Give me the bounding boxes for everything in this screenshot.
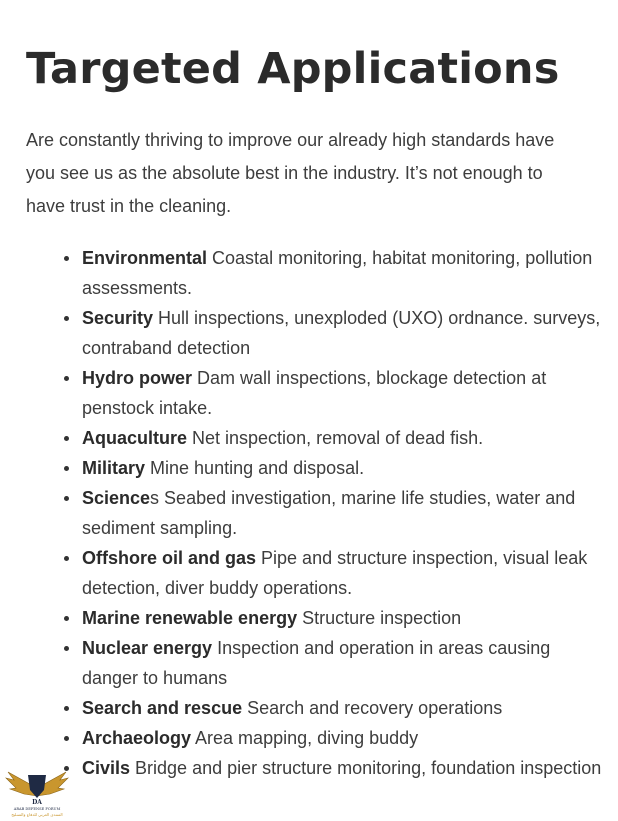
application-name: Offshore oil and gas xyxy=(82,548,257,568)
list-item xyxy=(82,483,602,543)
list-item xyxy=(82,363,602,423)
application-name: Search and rescue xyxy=(82,698,243,718)
article-content xyxy=(26,40,606,783)
bullet-icon xyxy=(64,646,69,651)
list-item xyxy=(82,453,602,483)
bullet-icon xyxy=(64,616,69,621)
application-description: Bridge and pier structure monitoring, foundation inspection xyxy=(130,758,602,778)
bullet-icon xyxy=(64,376,69,381)
list-item xyxy=(82,603,602,633)
application-description: Area mapping, diving buddy xyxy=(191,728,419,748)
application-description: Search and recovery operations xyxy=(242,698,503,718)
application-name: Civils xyxy=(82,758,131,778)
logo-name: ARAB DEFENSE FORUM xyxy=(13,807,61,811)
list-item xyxy=(82,723,602,753)
application-description: Pipe and structure inspection, visual leak detection, diver buddy operations. xyxy=(82,548,588,598)
application-name: Archaeology xyxy=(82,728,192,748)
list-item xyxy=(82,693,602,723)
application-description: Hull inspections, unexploded (UXO) ordnance. surveys, contraband detection xyxy=(82,308,601,358)
bullet-icon xyxy=(64,466,69,471)
logo-initials: DA xyxy=(32,799,42,806)
application-name: Hydro power xyxy=(82,368,193,388)
application-description: Mine hunting and disposal. xyxy=(145,458,365,478)
bullet-icon xyxy=(64,316,69,321)
list-item xyxy=(82,543,602,603)
bullet-icon xyxy=(64,436,69,441)
application-name: Environmental xyxy=(82,248,208,268)
application-description: s Seabed investigation, marine life studies, water and sediment sampling. xyxy=(82,488,576,538)
arab-defense-forum-logo xyxy=(4,766,70,821)
application-name: Security xyxy=(82,308,154,328)
intro-paragraph: Are constantly thriving to improve our already high standards have you see us as the absolute best in the industry. It’s not enough to have trust in the cleaning. xyxy=(26,130,555,216)
application-description: Dam wall inspections, blockage detection at penstock intake. xyxy=(82,368,547,418)
bullet-icon xyxy=(64,706,69,711)
bullet-icon xyxy=(64,556,69,561)
list-item xyxy=(82,753,602,783)
application-name: Science xyxy=(82,488,151,508)
application-description: Inspection and operation in areas causing danger to humans xyxy=(82,638,551,688)
list-item xyxy=(82,423,602,453)
application-name: Military xyxy=(82,458,146,478)
application-name: Aquaculture xyxy=(82,428,188,448)
bullet-icon xyxy=(64,256,69,261)
list-item xyxy=(82,243,602,303)
application-description: Coastal monitoring, habitat monitoring, pollution assessments. xyxy=(82,248,593,298)
list-item xyxy=(82,303,602,363)
application-name: Nuclear energy xyxy=(82,638,213,658)
applications-list xyxy=(26,243,606,783)
logo-arabic-name: المنتدى العربي للدفاع والتسليح xyxy=(11,812,63,817)
application-description: Net inspection, removal of dead fish. xyxy=(187,428,484,448)
application-name: Marine renewable energy xyxy=(82,608,298,628)
bullet-icon xyxy=(64,496,69,501)
application-description: Structure inspection xyxy=(297,608,462,628)
list-item xyxy=(82,633,602,693)
bullet-icon xyxy=(64,736,69,741)
page-title: Targeted Applications xyxy=(26,44,560,94)
